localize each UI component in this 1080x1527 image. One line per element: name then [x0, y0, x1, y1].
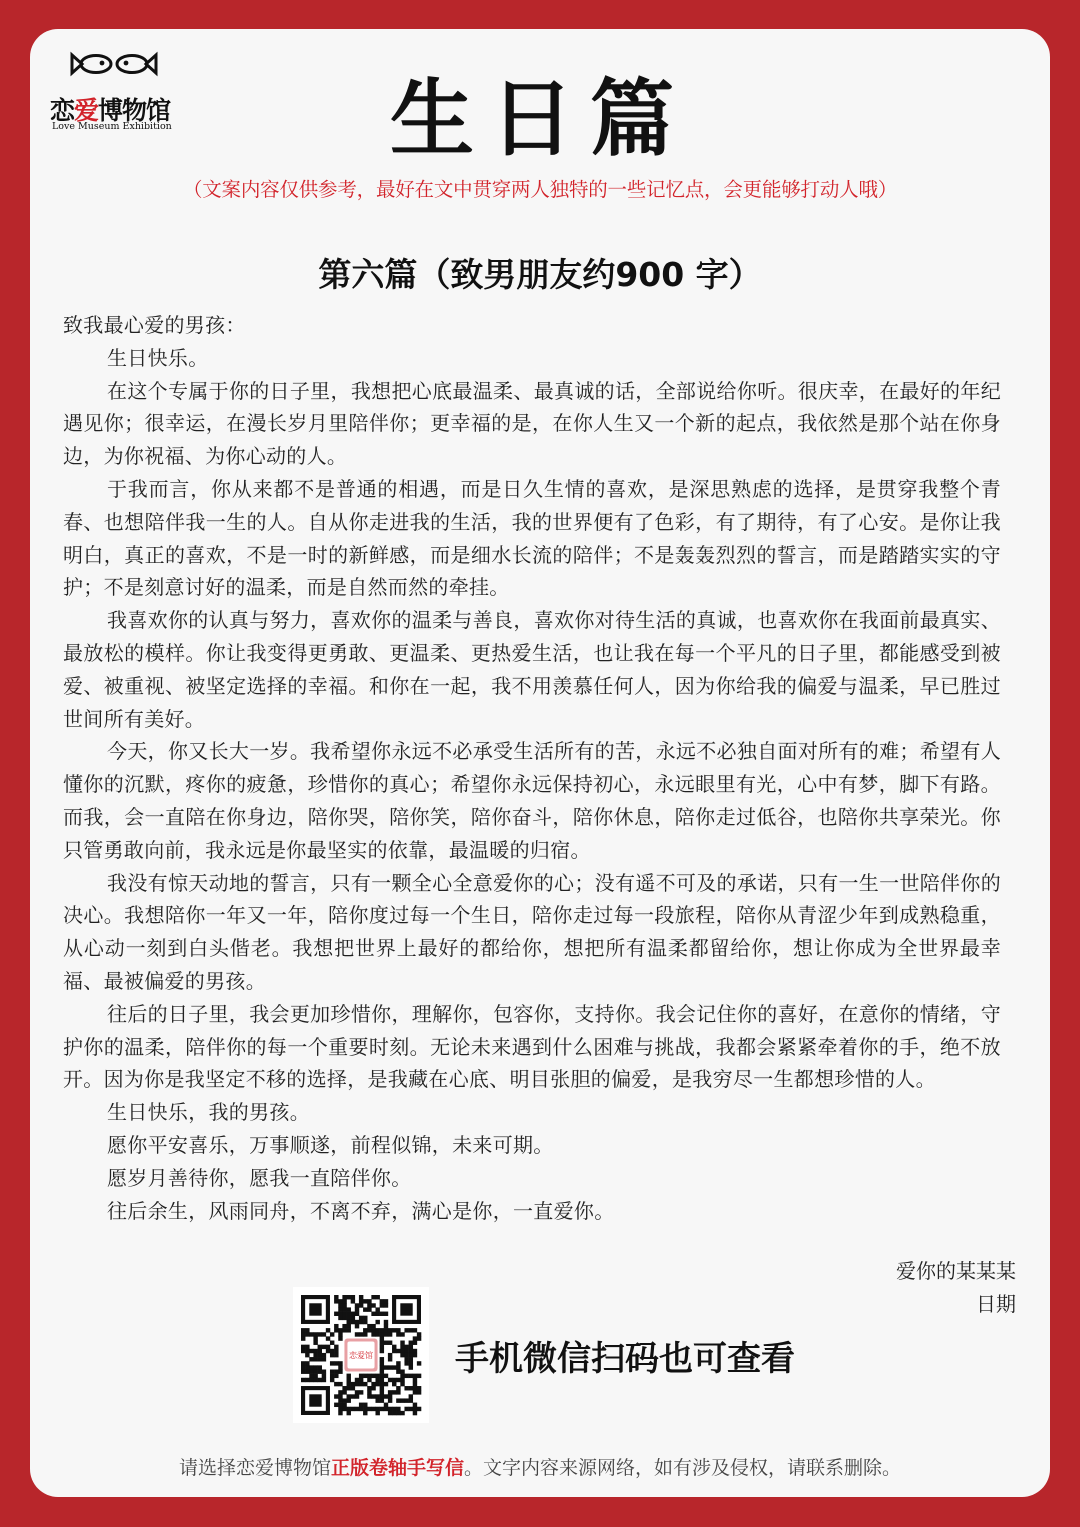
letter-card	[30, 29, 1050, 1497]
letter-paragraph: 往后的日子里，我会更加珍惜你，理解你，包容你，支持你。我会记住你的喜好，在意你的情绪，守护你的温柔，陪伴你的每一个重要时刻。无论未来遇到什么困难与挑战，我都会紧紧牵着你的手，绝不放开。因为你是我坚定不移的选择，是我藏在心底、明目张胆的偏爱，是我穷尽一生都想珍惜的人。	[63, 1001, 1001, 1092]
letter-paragraph: 往后余生，风雨同舟，不离不弃，满心是你，一直爱你。	[107, 1198, 615, 1223]
section-title: 第六篇（致男朋友约900 字）	[318, 255, 762, 294]
letter-paragraph: 我喜欢你的认真与努力，喜欢你的温柔与善良，喜欢你对待生活的真诚，也喜欢你在我面前最真实、最放松的模样。你让我变得更勇敢、更温柔、更热爱生活，也让我在每一个平凡的日子里，都能感受到被爱、被重视、被坚定选择的幸福。和你在一起，我不用羡慕任何人，因为你给我的偏爱与温柔，早已胜过世间所有美好。	[63, 608, 1001, 731]
qr-code[interactable]	[293, 1287, 429, 1423]
qr-code-icon	[293, 1287, 429, 1423]
letter-signature: 爱你的某某某	[896, 1259, 1016, 1283]
letter-paragraph: 愿岁月善待你，愿我一直陪伴你。	[107, 1165, 412, 1190]
letter-paragraph: 在这个专属于你的日子里，我想把心底最温柔、最真诚的话，全部说给你听。很庆幸，在最好的年纪遇见你；很幸运，在漫长岁月里陪伴你；更幸福的是，在你人生又一个新的起点，我依然是那个站在你身边，为你祝福、为你心动的人。	[63, 378, 1001, 469]
qr-caption: 手机微信扫码也可查看	[455, 1339, 795, 1379]
brand-name-en: Love Museum Exhibition	[52, 121, 172, 132]
footer-suffix: 。文字内容来源网络，如有涉及侵权，请联系删除。	[464, 1457, 902, 1479]
letter-paragraph: 愿你平安喜乐，万事顺遂，前程似锦，未来可期。	[107, 1132, 554, 1157]
letter-date: 日期	[976, 1292, 1016, 1316]
letter-paragraph: 生日快乐，我的男孩。	[107, 1100, 310, 1125]
letter-salutation: 致我最心爱的男孩：	[63, 313, 246, 337]
letter-body	[63, 309, 1001, 1227]
letter-paragraph: 我没有惊天动地的誓言，只有一颗全心全意爱你的心；没有遥不可及的承诺，只有一生一世陪伴你的决心。我想陪你一年又一年，陪你度过每一个生日，陪你走过每一段旅程，陪你从青涩少年到成熟稳重，从心动一刻到白头偕老。我想把世界上最好的都给你，想把所有温柔都留给你，想让你成为全世界最幸福、最被偏爱的男孩。	[63, 870, 1001, 993]
qr-center-label: 恋爱馆	[349, 1351, 373, 1360]
footer-prefix: 请选择恋爱博物馆	[178, 1457, 331, 1479]
page-title: 生日篇	[389, 69, 690, 168]
letter-paragraph: 生日快乐。	[107, 345, 209, 370]
page-subtitle: （文案内容仅供参考，最好在文中贯穿两人独特的一些记忆点，会更能够打动人哦）	[182, 178, 898, 201]
footer-note	[30, 1453, 1050, 1480]
letter-paragraph: 于我而言，你从来都不是普通的相遇，而是日久生情的喜欢，是深思熟虑的选择，是贯穿我整个青春、也想陪伴我一生的人。自从你走进我的生活，我的世界便有了色彩，有了期待，有了心安。是你让我明白，真正的喜欢，不是一时的新鲜感，而是细水长流的陪伴；不是轰轰烈烈的誓言，而是踏踏实实的守护；不是刻意讨好的温柔，而是自然而然的牵挂。	[63, 476, 1001, 600]
letter-paragraph: 今天，你又长大一岁。我希望你永远不必承受生活所有的苦，永远不必独自面对所有的难；希望有人懂你的沉默，疼你的疲惫，珍惜你的真心；希望你永远保持初心，永远眼里有光，心中有梦，脚下有路。而我，会一直陪在你身边，陪你哭，陪你笑，陪你奋斗，陪你休息，陪你走过低谷，也陪你共享荣光。你只管勇敢向前，我永远是你最坚实的依靠，最温暖的归宿。	[63, 739, 1001, 862]
brand-name-cn: 恋爱博物馆	[50, 96, 171, 125]
footer-highlight[interactable]: 正版卷轴手写信	[330, 1457, 464, 1479]
